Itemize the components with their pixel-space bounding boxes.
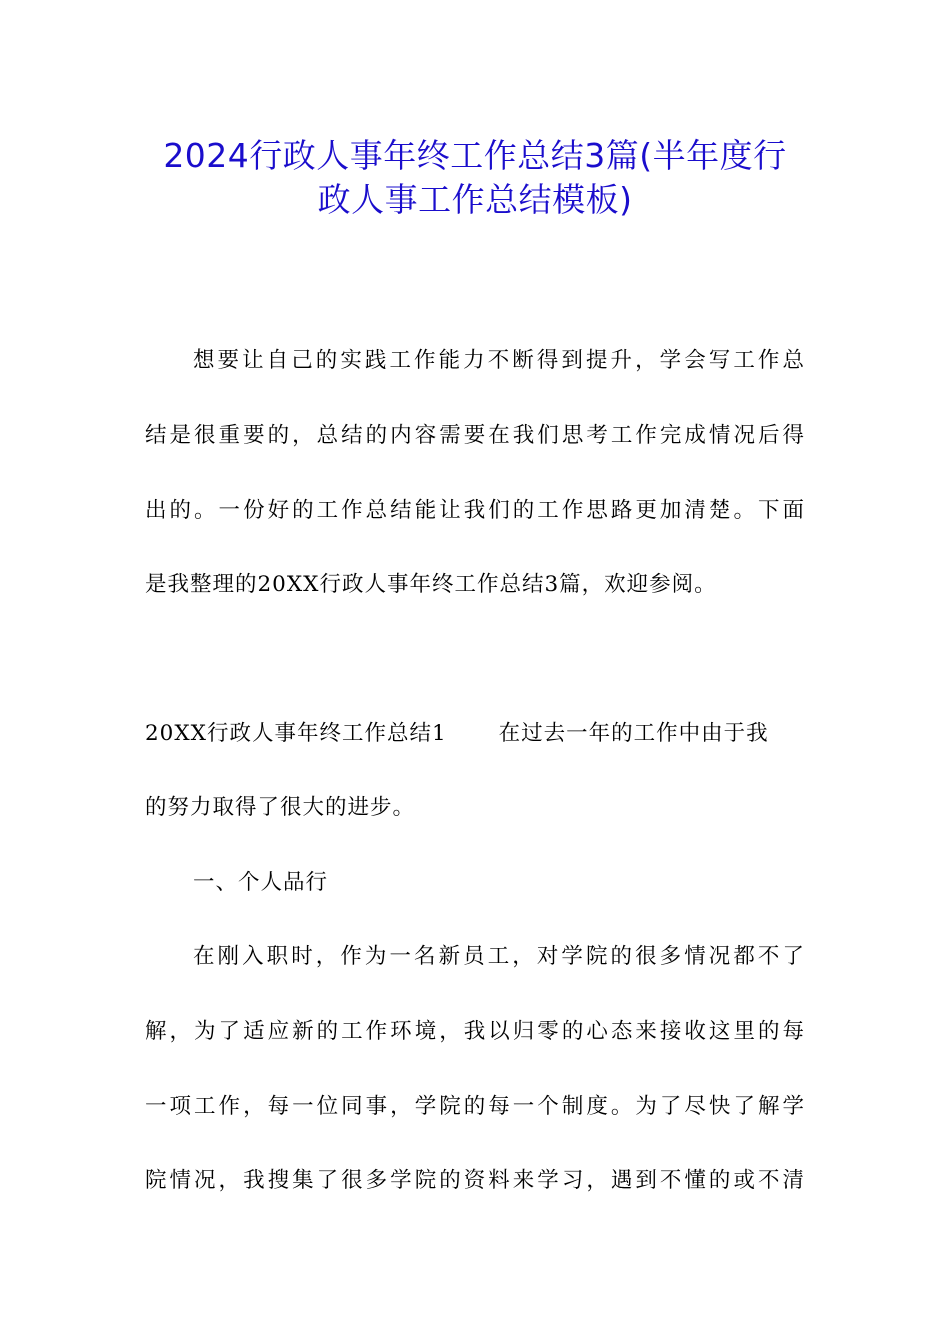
section-heading-tail: 在过去一年的工作中由于我 — [498, 721, 769, 746]
body-line-3: 一项工作，每一位同事，学院的每一个制度。为了尽快了解学 — [145, 1094, 805, 1119]
document-title-line-2: 政人事工作总结模板) — [317, 180, 633, 219]
body-line-2: 解，为了适应新的工作环境，我以归零的心态来接收这里的每 — [145, 1019, 805, 1044]
body-line-1: 在刚入职时，作为一名新员工，对学院的很多情况都不了 — [193, 944, 805, 969]
section-heading-line — [145, 719, 769, 749]
section-heading: 20XX行政人事年终工作总结1 — [145, 721, 447, 746]
section-continuation-line: 的努力取得了很大的进步。 — [145, 795, 416, 820]
intro-line-2: 结是很重要的，总结的内容需要在我们思考工作完成情况后得 — [145, 423, 805, 448]
subheading-personal-conduct: 一、个人品行 — [193, 870, 329, 895]
intro-line-3: 出的。一份好的工作总结能让我们的工作思路更加清楚。下面 — [145, 498, 805, 523]
body-line-4: 院情况，我搜集了很多学院的资料来学习，遇到不懂的或不清 — [145, 1168, 805, 1193]
document-title-line-1: 2024行政人事年终工作总结3篇(半年度行 — [163, 136, 787, 175]
intro-line-4: 是我整理的20XX行政人事年终工作总结3篇，欢迎参阅。 — [145, 572, 717, 597]
intro-line-1: 想要让自己的实践工作能力不断得到提升，学会写工作总 — [193, 348, 805, 373]
